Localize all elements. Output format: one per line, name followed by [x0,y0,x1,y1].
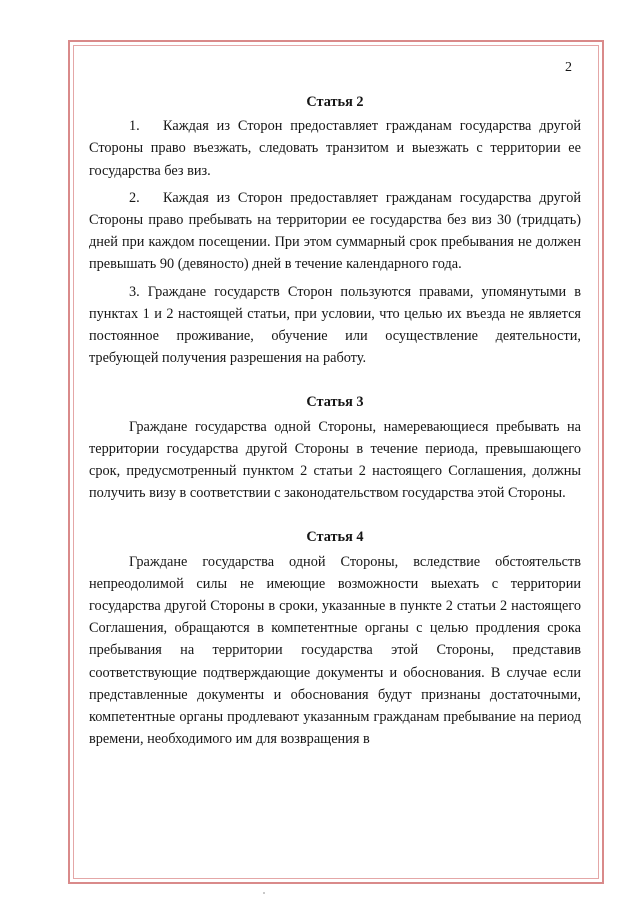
paragraph-text: 3. Граждане государств Сторон пользуются правами, упомянутыми в пунктах 1 и 2 настоящей статьи, при условии, что целью их въезда не является постоянное проживание, обучение или осуществление деятельности, требующей получения разрешения на работу. [89,283,581,367]
paragraph-text: Каждая из Сторон предоставляет гражданам государства другой Стороны право пребывать на территории ее государства без виз 30 (тридцать) дней при каждом посещении. При этом суммарный срок пребывания не должен превышать 90 (девяносто) дней в течение календарного года. [89,189,581,273]
document-body [89,91,581,750]
article-3 [89,391,581,504]
article-paragraph [89,187,581,276]
article-heading: Статья 2 [306,94,364,110]
article-paragraph [89,281,581,370]
article-2 [89,91,581,369]
article-4 [89,526,581,750]
paragraph-text: Каждая из Сторон предоставляет гражданам государства другой Стороны право въезжать, следовать транзитом и выезжать с территории ее государства без виз. [89,118,581,179]
paragraph-number: 2. [129,189,140,206]
paragraph-text: Граждане государства одной Стороны, вследствие обстоятельств непреодолимой силы не имеющие возможности выехать с территории государства другой Стороны в сроки, указанные в пункте 2 статьи 2 настоящего Соглашения, обращаются в компетентные органы с целью продления срока пребывания на территории государства этой Стороны, представив соответствующие подтверждающие документы и обоснования. В случае если представленные документы и обоснования будут признаны достаточными, компетентные органы продлевают указанным гражданам пребывание на период времени, необходимого им для возвращения в [89,553,581,748]
page-number: 2 [565,60,572,75]
paragraph-number: 1. [129,118,140,135]
article-paragraph [89,115,581,182]
paragraph-text: Граждане государства одной Стороны, намеревающиеся пребывать на территории государства другой Стороны в течение периода, превышающего срок, предусмотренный пунктом 2 статьи 2 настоящего Соглашения, должны получить визу в соответствии с законодательством государства этой Стороны. [89,418,581,502]
article-paragraph [89,416,581,505]
article-heading: Статья 3 [306,394,364,411]
article-paragraph [89,551,581,751]
scan-speck [263,892,265,894]
article-heading: Статья 4 [306,529,364,546]
